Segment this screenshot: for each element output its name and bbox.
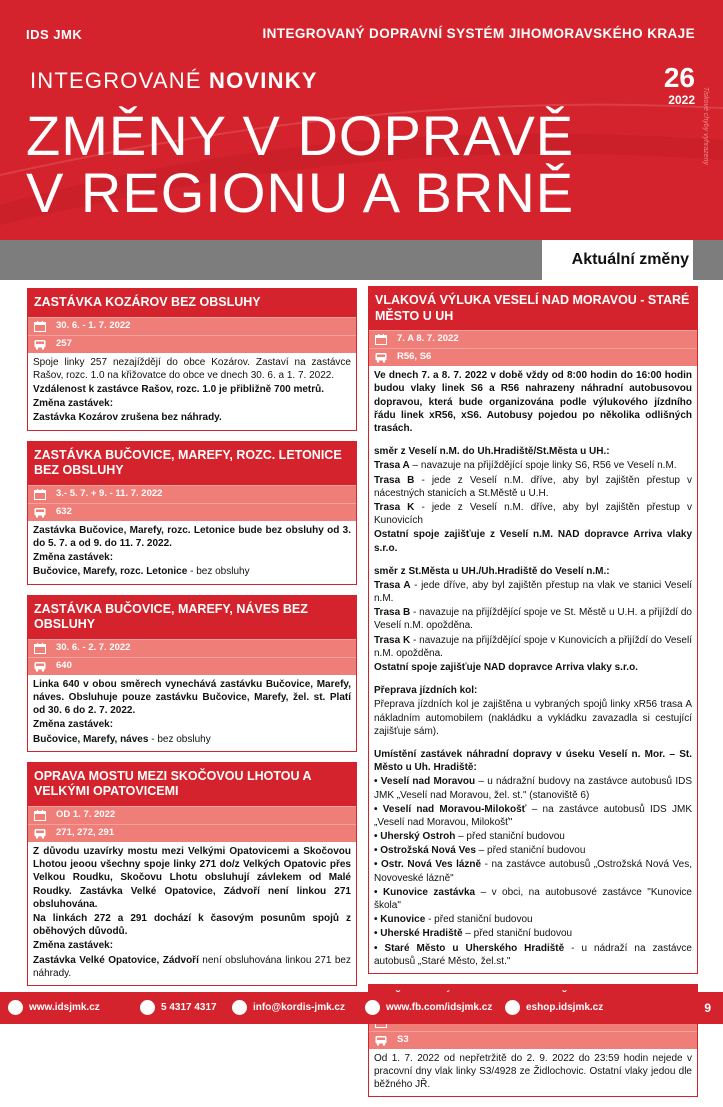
- bus-icon: [34, 661, 46, 672]
- body-tail: - jede z Veselí n.M. dříve, aby byl zajištěn přestup v Kunovicích: [374, 501, 692, 527]
- body-text: Změna zastávek:: [33, 398, 114, 410]
- phone-icon: [140, 1000, 155, 1015]
- notice-body: [28, 842, 356, 985]
- lines-row: [28, 824, 356, 842]
- body-tail: - bez obsluhy: [148, 733, 211, 745]
- body-tail: - u nádraží na zastávce autobusů „Staré Město, žel.st.": [374, 942, 692, 967]
- notice-body: [369, 366, 697, 973]
- footer-web-text: www.idsjmk.cz: [29, 1002, 100, 1013]
- body-text: Zastávka Kozárov zrušena bez náhrady.: [33, 412, 222, 424]
- notice-date: 7. A 8. 7. 2022: [397, 333, 459, 345]
- notice-date: 30. 6. - 1. 7. 2022: [56, 319, 131, 331]
- body-paragraph: [374, 634, 692, 660]
- body-paragraph: [33, 411, 351, 424]
- ids-title: INTEGROVANÝ DOPRAVNÍ SYSTÉM JIHOMORAVSKÉHO KRAJE: [262, 26, 695, 41]
- footer-web[interactable]: [8, 1000, 100, 1015]
- body-text: Z důvodu uzavírky mostu mezi Velkými Opatovicemi a Skočovou Lhotou jeoou všechny spoje linky 271 do/z Velkých Opatovic přes Velkou Roudku, Skočovu Lhotu obsluhují závlekem od Malé Roudky. Zastávka Velké Opatovice, Zádvoří není linkou 271 obsluhována.: [33, 846, 351, 910]
- body-text: Trasa B: [374, 474, 415, 486]
- body-text: Ostatní spoje zajišťuje NAD dopravce Arriva vlaky s.r.o.: [374, 662, 638, 673]
- notice-lines: R56, S6: [397, 351, 432, 363]
- body-text: Linka 640 v obou směrech vynechává zastávku Bučovice, Marefy, náves. Obsluhuje pouze zastávku Bučovice, Marefy, žel. st. Platí od 30. 6 do 2. 7. 2022.: [33, 678, 351, 717]
- body-tail: – v obci, na autobusové zastávce "Kunovice škola": [374, 886, 692, 911]
- body-paragraph: [33, 551, 351, 564]
- body-text: směr z St.Města u UH./Uh.Hradiště do Veselí n.M.:: [374, 565, 610, 577]
- left-column: [27, 288, 357, 996]
- body-tail: - bez obsluhy: [187, 566, 250, 578]
- body-text: • Uherský Ostroh: [374, 831, 456, 843]
- bus-icon: [34, 339, 46, 350]
- notice-title: VLAKOVÁ VÝLUKA VESELÍ NAD MORAVOU - STARÉ MĚSTO U UH: [369, 287, 697, 330]
- body-text: Ve dnech 7. a 8. 7. 2022 v době vždy od 8:00 hodin do 16:00 hodin budou vlaky linek S6 a R56 nahrazeny náhradní autobusovou dopravou, která bude organizována podle výlukového jízdního řádu linek xR56, xS6. Autobusy pojedou po několika odlišných trasách.: [374, 370, 692, 434]
- footer: [0, 992, 723, 1024]
- date-row: [28, 317, 356, 335]
- title-line2: V REGIONU A BRNĚ: [26, 161, 575, 224]
- body-text: Trasa A: [374, 460, 410, 472]
- body-paragraph: [374, 501, 692, 527]
- notice-title: OPRAVA MOSTU MEZI SKOČOVOU LHOTOU A VELKÝMI OPATOVICEMI: [28, 763, 356, 806]
- calendar-icon: [375, 334, 387, 345]
- body-paragraph: [33, 524, 351, 550]
- body-tail: – navazuje na přijíždějící spoje linky S6, R56 ve Veselí n.M.: [409, 460, 677, 472]
- calendar-icon: [34, 810, 46, 821]
- vertical-note: Tiskové chyby vyhrazeny: [702, 86, 709, 165]
- body-paragraph: [374, 913, 692, 926]
- calendar-icon: [34, 321, 46, 332]
- body-paragraph: [374, 858, 692, 884]
- body-paragraph: [33, 356, 351, 382]
- body-paragraph: [33, 733, 351, 746]
- bus-icon: [375, 352, 387, 363]
- notice-lines: S3: [397, 1033, 409, 1045]
- body-tail: – u nádražní budovy na zastávce autobusů IDS JMK „Veselí nad Moravou, žel. st." (stanoviště 6): [374, 776, 692, 801]
- notice-box: [27, 762, 357, 986]
- issue-number: [664, 64, 695, 106]
- issue: 26: [663, 62, 695, 93]
- body-paragraph: [33, 939, 351, 952]
- body-paragraph: [374, 528, 692, 554]
- notice-date: OD 1. 7. 2022: [56, 809, 116, 821]
- body-paragraph: [33, 954, 351, 980]
- calendar-icon: [34, 643, 46, 654]
- body-paragraph: [374, 698, 692, 738]
- lines-row: [28, 503, 356, 521]
- body-text: Umístění zastávek náhradní dopravy v úseku Veselí n. Mor. – St. Město u Uh. Hradiště:: [374, 748, 692, 774]
- spacer: [374, 739, 692, 748]
- notice-body: [28, 521, 356, 584]
- notice-title: ZASTÁVKA BUČOVICE, MAREFY, NÁVES BEZ OBSLUHY: [28, 596, 356, 639]
- body-paragraph: [33, 845, 351, 911]
- title-line1: ZMĚNY V DOPRAVĚ: [26, 104, 575, 167]
- bus-icon: [34, 828, 46, 839]
- body-paragraph: [33, 383, 351, 396]
- spacer: [374, 675, 692, 684]
- spacer: [374, 556, 692, 565]
- body-text: • Kunovice: [374, 914, 426, 926]
- notice-lines: 257: [56, 337, 72, 349]
- notice-title: ZASTÁVKA KOZÁROV BEZ OBSLUHY: [28, 289, 356, 317]
- date-row: [28, 806, 356, 824]
- notice-box: [368, 286, 698, 974]
- section-label: Aktuální změny: [542, 240, 693, 280]
- body-text: Trasa A: [374, 579, 411, 591]
- body-paragraph: [374, 1052, 692, 1092]
- footer-fb[interactable]: [365, 1000, 492, 1015]
- bus-icon: [375, 1035, 387, 1046]
- date-row: [369, 330, 697, 348]
- notice-lines: 640: [56, 660, 72, 672]
- body-text: • Kunovice zastávka: [374, 886, 476, 898]
- body-text: Změna zastávek:: [33, 552, 114, 564]
- body-text: Bučovice, Marefy, náves: [33, 733, 149, 745]
- body-text: • Ostr. Nová Ves lázně: [374, 859, 482, 871]
- body-paragraph: [374, 886, 692, 912]
- body-tail: - před staniční budovou: [425, 914, 533, 926]
- body-paragraph: [33, 718, 351, 731]
- body-text: Vzdálenost k zastávce Rašov, rozc. 1.0 je přibližně 700 metrů.: [33, 384, 325, 395]
- body-tail: není obsluhována linkou 271 bez náhrady.: [33, 954, 351, 979]
- footer-fb-text: www.fb.com/idsjmk.cz: [386, 1002, 493, 1013]
- footer-email[interactable]: [232, 1000, 345, 1015]
- body-paragraph: [374, 459, 692, 472]
- bus-icon: [34, 507, 46, 518]
- body-tail: – na zastávce autobusů IDS JMK „Veselí nad Moravou, Milokošť": [374, 803, 692, 828]
- notice-date: 30. 6. - 2. 7. 2022: [56, 642, 131, 654]
- body-text: Trasa B: [374, 607, 411, 619]
- body-text: Změna zastávek:: [33, 719, 114, 731]
- cart-icon: [505, 1000, 520, 1015]
- body-tail: - navazuje na přijíždějící spoje v Kunovicích a přijíždí do Veselí n.M. opožděna.: [374, 634, 692, 659]
- body-paragraph: [374, 579, 692, 605]
- body-tail: - jede dříve, aby byl zajištěn přestup na vlak ve stanici Veselí n.M.: [374, 579, 693, 605]
- body-tail: – před staniční budovou: [475, 845, 586, 857]
- body-text: • Veselí nad Moravou-Milokošť: [374, 803, 527, 815]
- body-text: • Veselí nad Moravou: [374, 776, 476, 788]
- notice-body: [28, 675, 356, 751]
- body-tail: – před staniční budovou: [455, 831, 565, 843]
- footer-email-text: info@kordis-jmk.cz: [253, 1002, 345, 1013]
- body-paragraph: [33, 678, 351, 718]
- notice-lines: 271, 272, 291: [56, 827, 115, 839]
- mail-icon: [232, 1000, 247, 1015]
- year: 2022: [668, 93, 695, 107]
- footer-eshop-text: eshop.idsjmk.cz: [526, 1002, 604, 1013]
- body-paragraph: [374, 830, 692, 843]
- notice-body: [28, 353, 356, 430]
- body-text: • Uherské Hradiště: [374, 928, 463, 940]
- facebook-icon: [365, 1000, 380, 1015]
- body-tail: – před staniční budovou: [462, 928, 573, 940]
- spacer: [374, 436, 692, 445]
- body-text: Od 1. 7. 2022 od nepřetržitě do 2. 9. 2022 do 23:59 hodin nejede v pracovní dny vlak linky S3/4928 ze Židlochovic. Ostatní vlaky jedou dle běžného JŘ.: [374, 1052, 692, 1090]
- body-text: Ostatní spoje zajišťuje z Veselí n.M. NAD dopravce Arriva vlaky s.r.o.: [374, 529, 692, 554]
- footer-eshop[interactable]: [505, 1000, 603, 1015]
- lines-row: [28, 657, 356, 675]
- header-banner: [0, 0, 723, 240]
- body-text: Zastávka Bučovice, Marefy, rozc. Letonice bude bez obsluhy od 3. do 5. 7. a od 9. do 11. 7. 2022.: [33, 524, 351, 549]
- kicker-a: INTEGROVANÉ: [30, 68, 210, 93]
- body-text: Bučovice, Marefy, rozc. Letonice: [33, 566, 188, 578]
- body-paragraph: [33, 912, 351, 938]
- lines-row: [28, 335, 356, 353]
- body-paragraph: [374, 369, 692, 435]
- body-tail: - navazuje na přijíždějící spoje ve St. Městě u U.H. a přijíždí do Veselí n.M. opožděna.: [374, 607, 692, 632]
- notice-title: ZASTÁVKA BUČOVICE, MAREFY, ROZC. LETONICE BEZ OBSLUHY: [28, 442, 356, 485]
- body-paragraph: [374, 927, 692, 940]
- body-paragraph: [374, 748, 692, 774]
- kicker-b: NOVINKY: [209, 68, 318, 93]
- footer-phone[interactable]: [140, 1000, 217, 1015]
- date-row: [28, 639, 356, 657]
- body-paragraph: [374, 942, 692, 968]
- body-paragraph: [374, 844, 692, 857]
- notice-date: 3.- 5. 7. + 9. - 11. 7. 2022: [56, 488, 163, 500]
- body-paragraph: [374, 565, 692, 578]
- body-paragraph: [33, 565, 351, 578]
- body-text: Trasa K: [374, 634, 411, 646]
- body-tail: - jede z Veselí n.M. dříve, aby byl zajištěn přestup v nácestných stanicích a St.Městě u U.H.: [374, 474, 692, 499]
- body-paragraph: [374, 474, 692, 500]
- notice-box: [27, 595, 357, 752]
- body-paragraph: [33, 397, 351, 410]
- page-number: 9: [704, 1001, 711, 1015]
- body-paragraph: [374, 775, 692, 801]
- body-paragraph: [374, 606, 692, 632]
- body-text: Trasa K: [374, 501, 415, 513]
- notice-lines: 632: [56, 506, 72, 518]
- notice-box: [27, 441, 357, 585]
- ids-jmk-logo: IDS JMK: [26, 27, 83, 42]
- body-paragraph: [374, 661, 692, 674]
- globe-icon: [8, 1000, 23, 1015]
- kicker: [30, 68, 318, 94]
- body-tail: - na zastávce autobusů „Ostrožská Nová Ves, Novoveské lázně": [374, 859, 693, 884]
- body-paragraph: [374, 445, 692, 458]
- body-paragraph: [374, 684, 692, 697]
- body-text: Zastávka Velké Opatovice, Zádvoří: [33, 954, 199, 966]
- body-text: • Ostrožská Nová Ves: [374, 845, 476, 857]
- date-row: [28, 485, 356, 503]
- footer-phone-text: 5 4317 4317: [161, 1002, 217, 1013]
- calendar-icon: [34, 489, 46, 500]
- lines-row: [369, 1031, 697, 1049]
- body-text: Změna zastávek:: [33, 940, 114, 952]
- notice-box: [27, 288, 357, 431]
- body-text: Spoje linky 257 nezajíždějí do obce Kozárov. Zastaví na zastávce Rašov, rozc. 1.0 na křižovatce do obce ve dnech 30. 6. a 1. 7. 2022.: [33, 356, 351, 381]
- lines-row: [369, 348, 697, 366]
- body-text: • Staré Město u Uherského Hradiště: [374, 942, 565, 954]
- body-text: směr z Veselí n.M. do Uh.Hradiště/St.Města u UH.:: [374, 446, 610, 458]
- body-text: Na linkách 272 a 291 dochází k časovým posunům spojů z oběhových důvodů.: [33, 912, 351, 938]
- body-text: Přeprava jízdních kol:: [374, 685, 478, 697]
- right-column: [368, 286, 698, 1107]
- body-paragraph: [374, 803, 692, 829]
- body-text: Přeprava jízdních kol je zajištěna u vybraných spojů linky xR56 trasa A nákladním automobilem (nakládku a vykládku zavazadla si cestující zajišťuje sám).: [374, 699, 692, 737]
- notice-body: [369, 1049, 697, 1097]
